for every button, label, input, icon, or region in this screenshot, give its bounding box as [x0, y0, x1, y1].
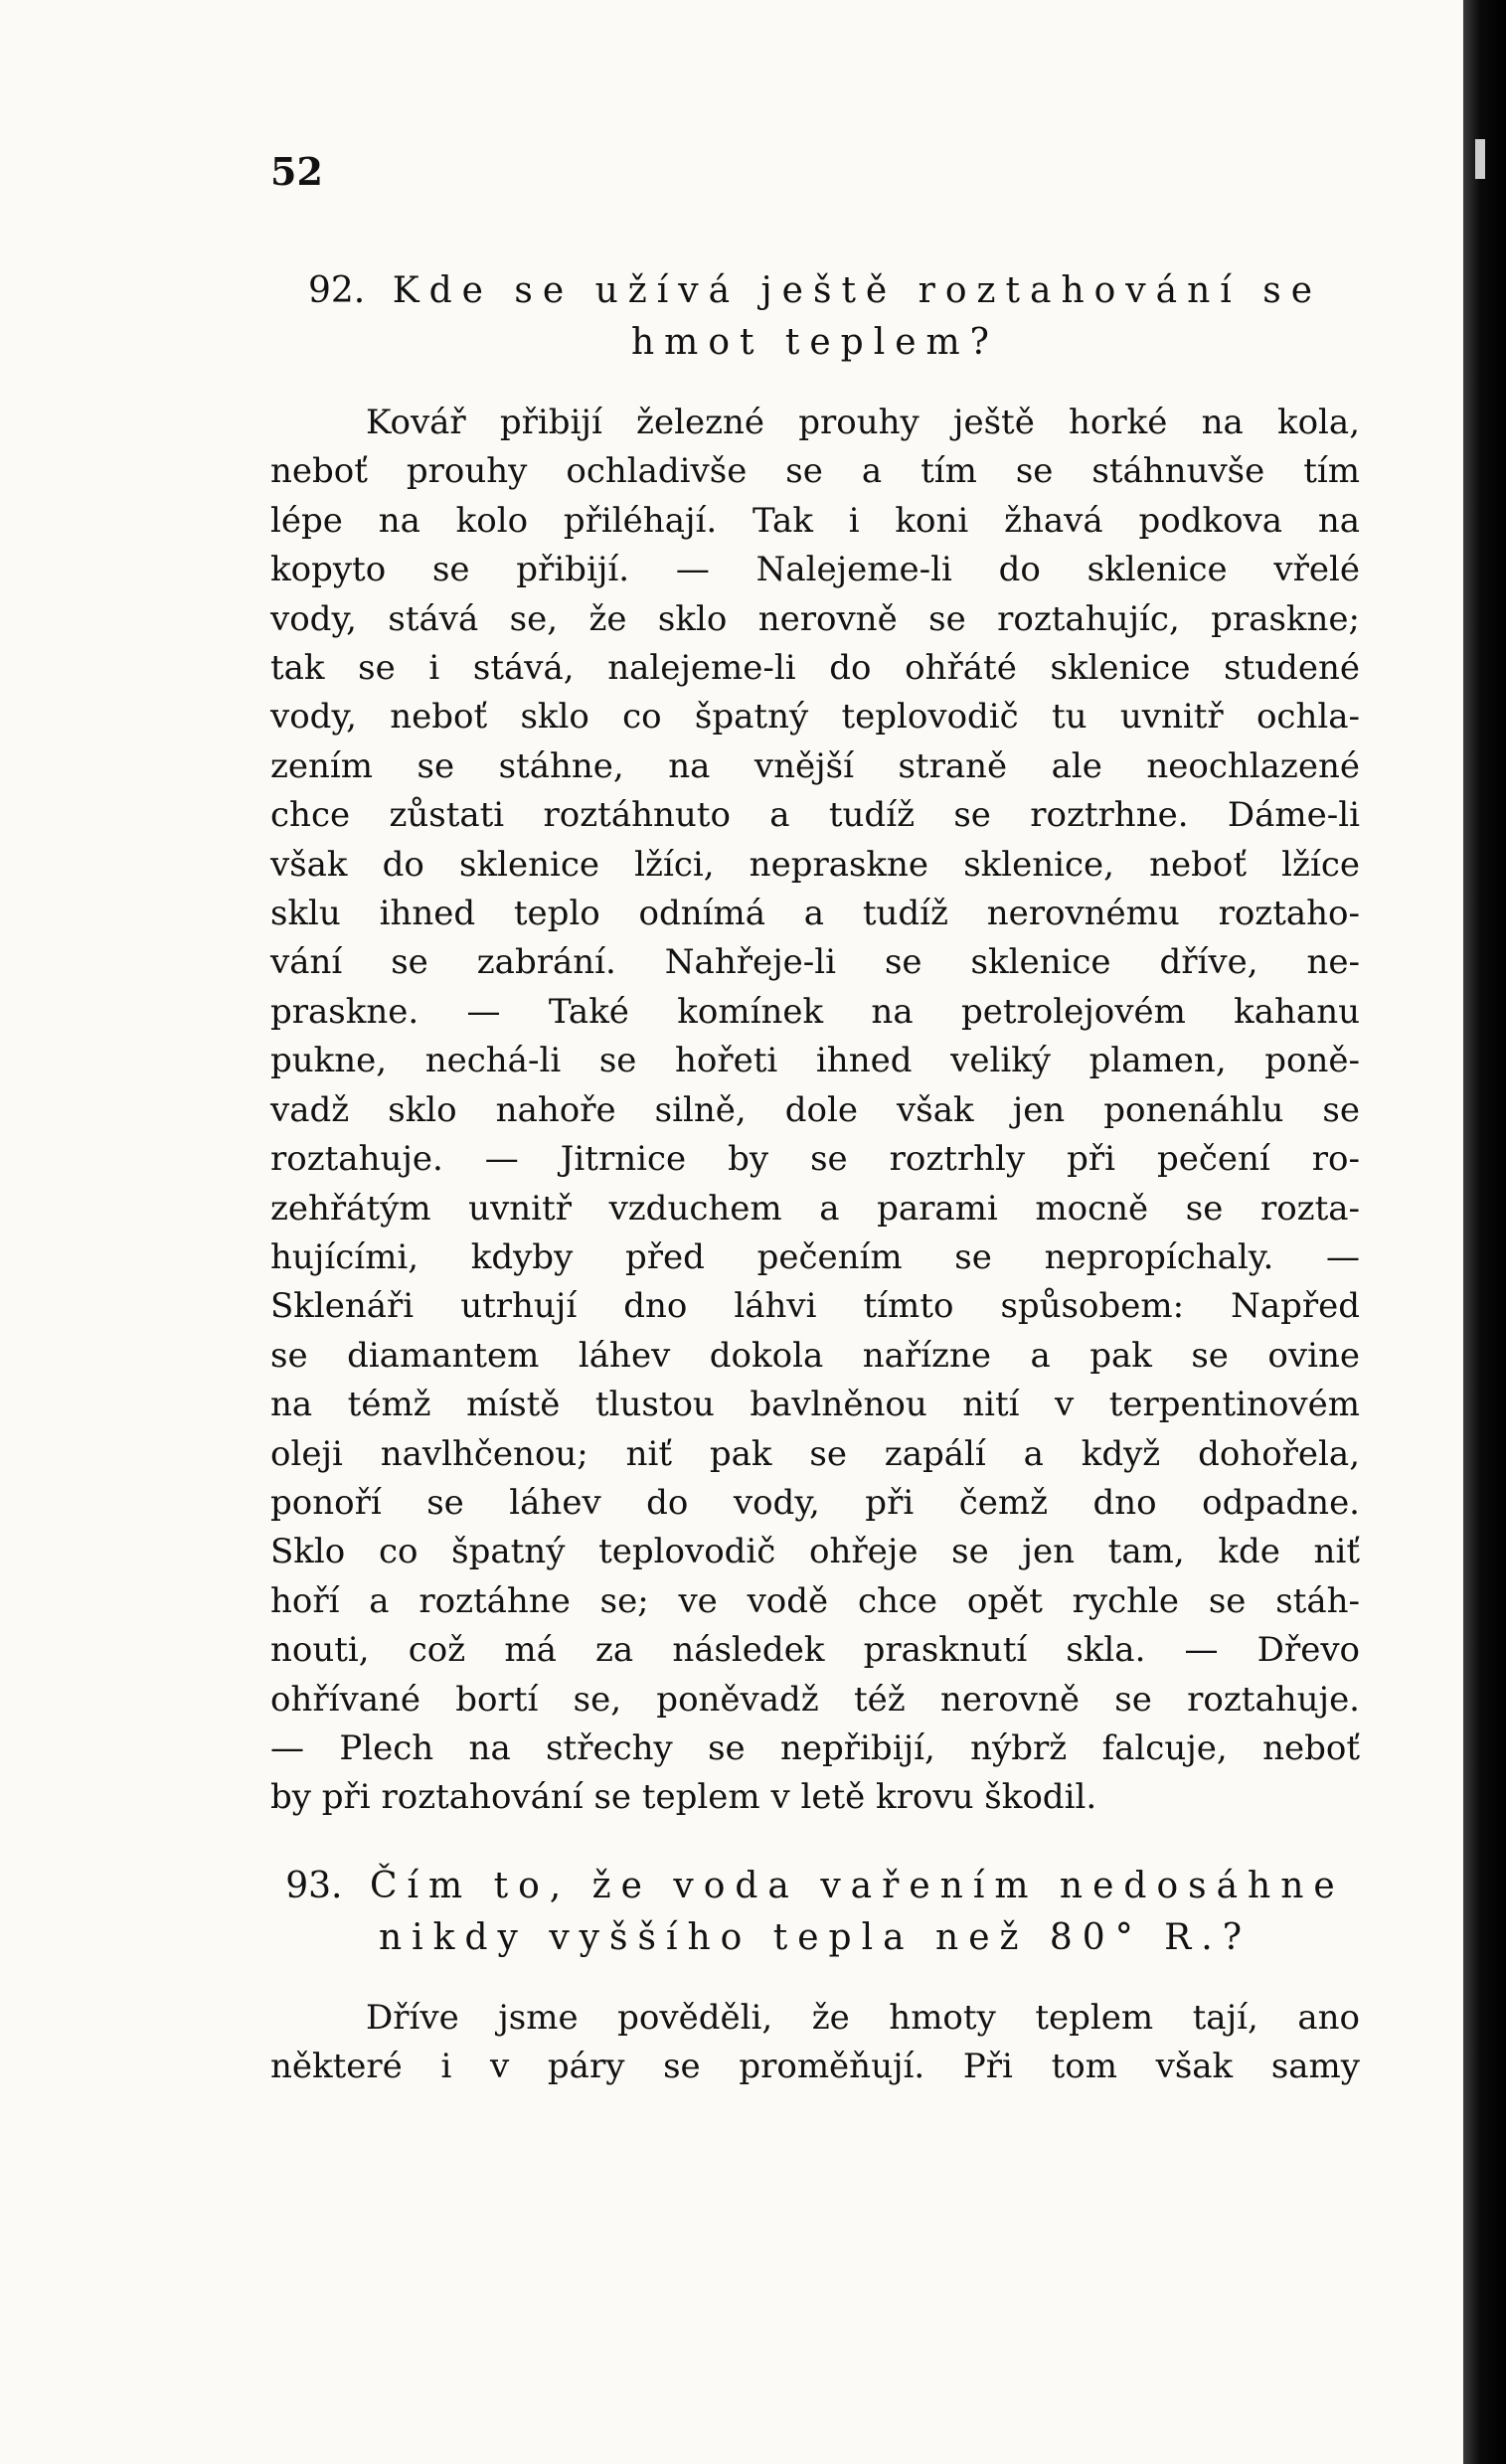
heading-line: hmot teplem?: [631, 322, 999, 363]
text-line: pukne, nechá-li se hořeti ihned veliký plamen, poně-: [270, 1041, 1360, 1081]
text-line: roztahuje. — Jitrnice by se roztrhly při pečení ro-: [270, 1139, 1360, 1180]
page-text: [270, 149, 1360, 2092]
text-line: hoří a roztáhne se; ve vodě chce opět rychle se stáh-: [270, 1580, 1360, 1621]
text-line: Dříve jsme pověděli, že hmoty teplem tají, ano: [366, 1997, 1360, 2038]
heading-line: [270, 1861, 1360, 1912]
text-line: by při roztahování se teplem v letě krovu škodil.: [270, 1777, 1097, 1818]
text-line: sklu ihned teplo odnímá a tudíž nerovnému roztaho-: [270, 894, 1360, 934]
text-line: se diamantem láhev dokola nařízne a pak se ovine: [270, 1335, 1360, 1376]
heading-line: nikdy vyššího tepla než 80° R.?: [378, 1916, 1253, 1958]
text-line: Sklo co špatný teplovodič ohřeje se jen tam, kde niť: [270, 1532, 1360, 1572]
page-number: 52: [270, 149, 323, 194]
text-line: vody, neboť sklo co špatný teplovodič tu uvnitř ochla-: [270, 697, 1360, 738]
scan-border: [1463, 0, 1506, 2464]
text-line: Sklenáři utrhují dno láhvi tímto spůsobem: Napřed: [270, 1286, 1360, 1327]
text-line: oleji navlhčenou; niť pak se zapálí a když dohořela,: [270, 1433, 1360, 1474]
text-line: praskne. — Také komínek na petrolejovém kahanu: [270, 991, 1360, 1032]
text-line: chce zůstati roztáhnuto a tudíž se roztrhne. Dáme-li: [270, 795, 1360, 836]
answer-paragraph-92: [270, 399, 1360, 1823]
section-gap: [270, 1823, 1360, 1861]
text-line: na témž místě tlustou bavlněnou nití v terpentinovém: [270, 1385, 1360, 1425]
heading-text: Kde se užívá ještě roztahování se: [392, 270, 1323, 311]
question-number: 92.: [307, 270, 366, 311]
text-line: Kovář přibijí železné prouhy ještě horké na kola,: [366, 403, 1360, 442]
heading-text: Čím to, že voda vařením nedosáhne: [369, 1865, 1345, 1906]
text-line: některé i v páry se proměňují. Při tom však samy: [270, 2047, 1360, 2087]
text-line: lépe na kolo přiléhají. Tak i koni žhavá podkova na: [270, 500, 1360, 541]
text-line: zením se stáhne, na vnější straně ale neochlazené: [270, 745, 1360, 786]
scan-edge-mark: [1475, 139, 1485, 179]
text-line: neboť prouhy ochladivše se a tím se stáhnuvše tím: [270, 451, 1360, 492]
text-line: však do sklenice lžíci, nepraskne sklenice, neboť lžíce: [270, 844, 1360, 885]
text-line: nouti, což má za následek prasknutí skla. — Dřevo: [270, 1630, 1360, 1671]
text-line: tak se i stává, nalejeme-li do ohřáté sklenice studené: [270, 648, 1360, 689]
question-heading-93: [270, 1861, 1360, 1964]
answer-paragraph-93: [270, 1994, 1360, 2092]
text-line: ponoří se láhev do vody, při čemž dno odpadne.: [270, 1482, 1360, 1523]
question-number: 93.: [285, 1865, 343, 1906]
question-heading-92: [270, 265, 1360, 369]
text-line: ohřívané bortí se, poněvadž též nerovně se roztahuje.: [270, 1679, 1360, 1720]
text-line: zehřátým uvnitř vzduchem a parami mocně se rozta-: [270, 1188, 1360, 1229]
heading-line: [270, 265, 1360, 317]
text-line: vání se zabrání. Nahřeje-li se sklenice dříve, ne-: [270, 942, 1360, 983]
text-line: — Plech na střechy se nepřibijí, nýbrž falcuje, neboť: [270, 1727, 1360, 1768]
text-line: vadž sklo nahoře silně, dole však jen ponenáhlu se: [270, 1089, 1360, 1130]
text-line: vody, stává se, že sklo nerovně se roztahujíc, praskne;: [270, 598, 1360, 639]
text-line: kopyto se přibijí. — Nalejeme-li do sklenice vřelé: [270, 550, 1360, 590]
text-line: hujícími, kdyby před pečením se nepropíchaly. —: [270, 1236, 1360, 1277]
